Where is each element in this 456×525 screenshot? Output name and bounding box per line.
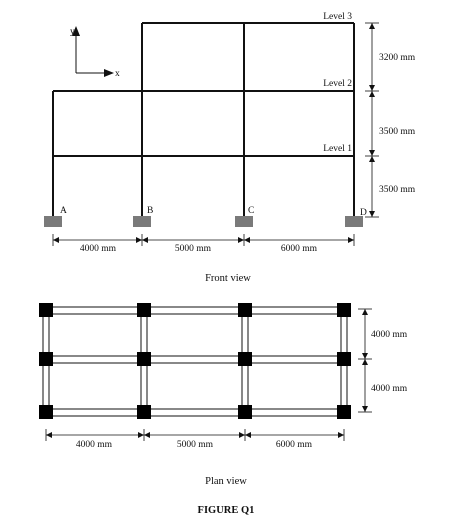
y-axis-label: y — [70, 27, 75, 37]
support-label-d: D — [360, 208, 367, 218]
storey-height-3: 3200 mm — [379, 53, 416, 63]
support-label-a: A — [60, 206, 67, 216]
front-view-caption: Front view — [205, 273, 251, 284]
axis-indicator — [72, 26, 114, 77]
level-3-label: Level 3 — [323, 12, 352, 22]
x-arrowhead — [104, 69, 114, 77]
plan-bay-width-2: 5000 mm — [176, 440, 214, 450]
plan-bay-width-1: 4000 mm — [75, 440, 113, 450]
plan-column — [39, 352, 53, 366]
bay-width-2: 5000 mm — [174, 244, 212, 254]
support-b — [133, 216, 151, 227]
front-view — [44, 12, 416, 284]
x-axis-label: x — [115, 69, 120, 79]
storey-dimension-line — [365, 23, 379, 217]
plan-view — [39, 303, 408, 487]
plan-bay-width-3: 6000 mm — [275, 440, 313, 450]
frame-spacing-1: 4000 mm — [371, 330, 408, 340]
supports — [44, 216, 363, 227]
support-c — [235, 216, 253, 227]
bay-width-1: 4000 mm — [79, 244, 117, 254]
plan-view-caption: Plan view — [205, 476, 247, 487]
plan-column — [39, 303, 53, 317]
bay-width-3: 6000 mm — [280, 244, 318, 254]
plan-column — [39, 405, 53, 419]
plan-column — [238, 303, 252, 317]
support-label-b: B — [147, 206, 154, 216]
plan-column — [337, 352, 351, 366]
frame-members — [53, 23, 354, 216]
figure-title: FIGURE Q1 — [197, 505, 255, 516]
support-label-c: C — [248, 206, 255, 216]
plan-columns — [39, 303, 351, 419]
level-1-label: Level 1 — [323, 144, 352, 154]
plan-column — [337, 303, 351, 317]
plan-column — [137, 303, 151, 317]
support-a — [44, 216, 62, 227]
storey-height-1: 3500 mm — [379, 185, 416, 195]
plan-beams — [43, 307, 347, 416]
storey-height-2: 3500 mm — [379, 127, 416, 137]
plan-column — [337, 405, 351, 419]
frame-spacing-dimension-line — [358, 309, 372, 412]
plan-column — [137, 405, 151, 419]
plan-column — [238, 405, 252, 419]
level-2-label: Level 2 — [323, 79, 352, 89]
plan-column — [238, 352, 252, 366]
frame-spacing-2: 4000 mm — [371, 384, 408, 394]
plan-column — [137, 352, 151, 366]
